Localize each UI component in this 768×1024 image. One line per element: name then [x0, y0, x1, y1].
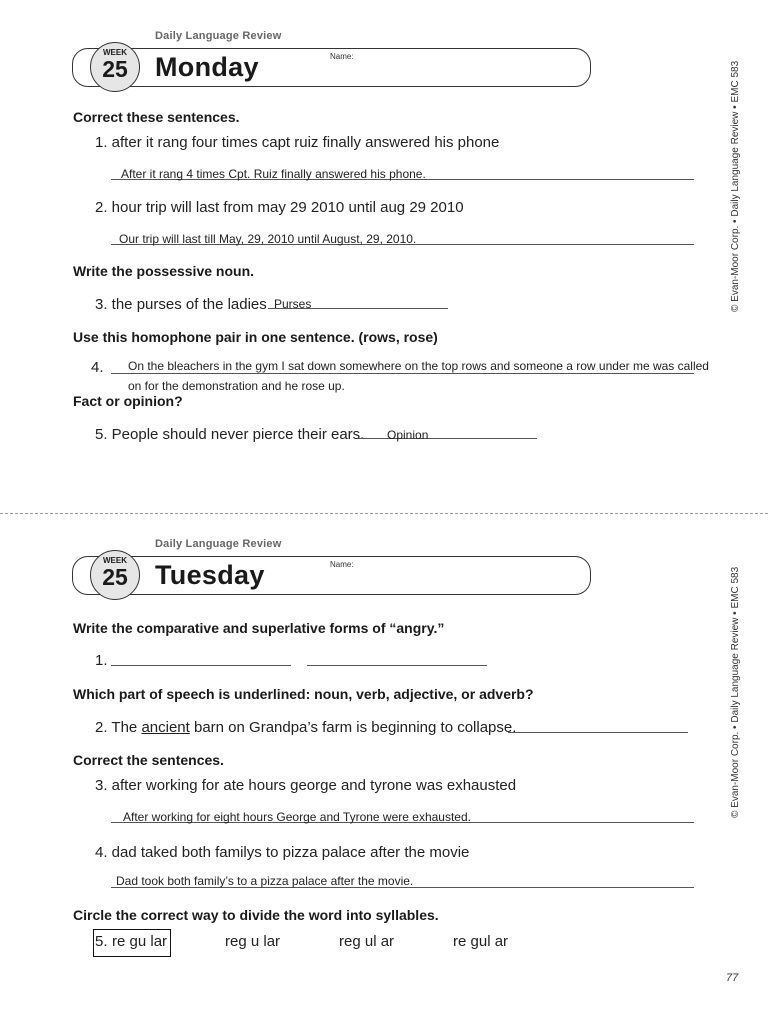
instruction-correct-sentences: Correct these sentences. — [73, 109, 240, 125]
question-3: 3. after working for ate hours george and tyrone was exhausted — [95, 777, 517, 794]
option-2[interactable]: reg u lar — [225, 933, 281, 950]
series-title: Daily Language Review — [155, 30, 282, 42]
week-badge — [90, 550, 140, 600]
answer-2: Our trip will last till May, 29, 2010 until August, 29, 2010. — [119, 232, 417, 246]
question-2-suffix: barn on Grandpa’s farm is beginning to collapse. — [193, 719, 517, 736]
answer-5: Opinion — [387, 428, 429, 442]
answer-line-1b[interactable] — [307, 665, 487, 666]
question-1: 1. after it rang four times capt ruiz finally answered his phone — [95, 134, 500, 151]
copyright-side-text: © Evan-Moor Corp. • Daily Language Review • EMC 583 — [730, 566, 741, 818]
name-label: Name: — [330, 560, 354, 569]
series-title: Daily Language Review — [155, 538, 282, 550]
instruction-correct-sentences: Correct the sentences. — [73, 752, 224, 768]
instruction-homophone: Use this homophone pair in one sentence. (rows, rose) — [73, 329, 438, 345]
question-2-prefix: 2. The — [95, 719, 138, 736]
answer-line-2[interactable] — [508, 732, 688, 733]
name-label: Name: — [330, 52, 354, 61]
answer-3: After working for eight hours George and Tyrone were exhausted. — [123, 810, 471, 824]
instruction-comparative: Write the comparative and superlative forms of “angry.” — [73, 620, 445, 636]
answer-1: After it rang 4 times Cpt. Ruiz finally answered his phone. — [121, 167, 426, 181]
answer-line-5[interactable] — [357, 438, 537, 439]
week-number: 25 — [102, 564, 128, 590]
week-label: WEEK — [103, 48, 127, 57]
answer-line-4[interactable] — [111, 373, 694, 374]
question-4: 4. — [91, 359, 104, 376]
instruction-fact-opinion: Fact or opinion? — [73, 393, 183, 409]
answer-line-1a[interactable] — [111, 665, 291, 666]
question-5-number: 5. — [95, 933, 108, 950]
copyright-side-text: © Evan-Moor Corp. • Daily Language Review • EMC 583 — [730, 60, 741, 312]
week-badge — [90, 42, 140, 92]
option-4[interactable]: re gul ar — [453, 933, 509, 950]
option-1[interactable]: re gu lar — [112, 933, 168, 950]
question-2: 2. hour trip will last from may 29 2010 until aug 29 2010 — [95, 199, 464, 216]
day-title: Monday — [155, 52, 259, 82]
week-number: 25 — [102, 56, 128, 82]
question-1: 1. — [95, 652, 108, 669]
answer-4-line-2: on for the demonstration and he rose up. — [128, 379, 345, 393]
answer-3: Purses — [274, 297, 312, 311]
page-number: 77 — [726, 972, 739, 984]
day-title: Tuesday — [155, 560, 265, 590]
instruction-part-of-speech: Which part of speech is underlined: noun, verb, adjective, or adverb? — [73, 686, 534, 702]
question-5: 5. People should never pierce their ears. — [95, 426, 365, 443]
instruction-possessive: Write the possessive noun. — [73, 263, 255, 279]
question-2 — [95, 719, 516, 736]
question-3: 3. the purses of the ladies — [95, 296, 267, 313]
cut-line — [0, 513, 768, 514]
option-3[interactable]: reg ul ar — [339, 933, 395, 950]
instruction-syllables: Circle the correct way to divide the word into syllables. — [73, 907, 439, 923]
answer-4-line-1: On the bleachers in the gym I sat down somewhere on the top rows and someone a row under me was called — [128, 359, 709, 373]
week-label: WEEK — [103, 556, 127, 565]
question-4: 4. dad taked both familys to pizza palace after the movie — [95, 844, 470, 861]
underlined-word: ancient — [141, 719, 190, 736]
answer-4: Dad took both family’s to a pizza palace after the movie. — [116, 874, 414, 888]
